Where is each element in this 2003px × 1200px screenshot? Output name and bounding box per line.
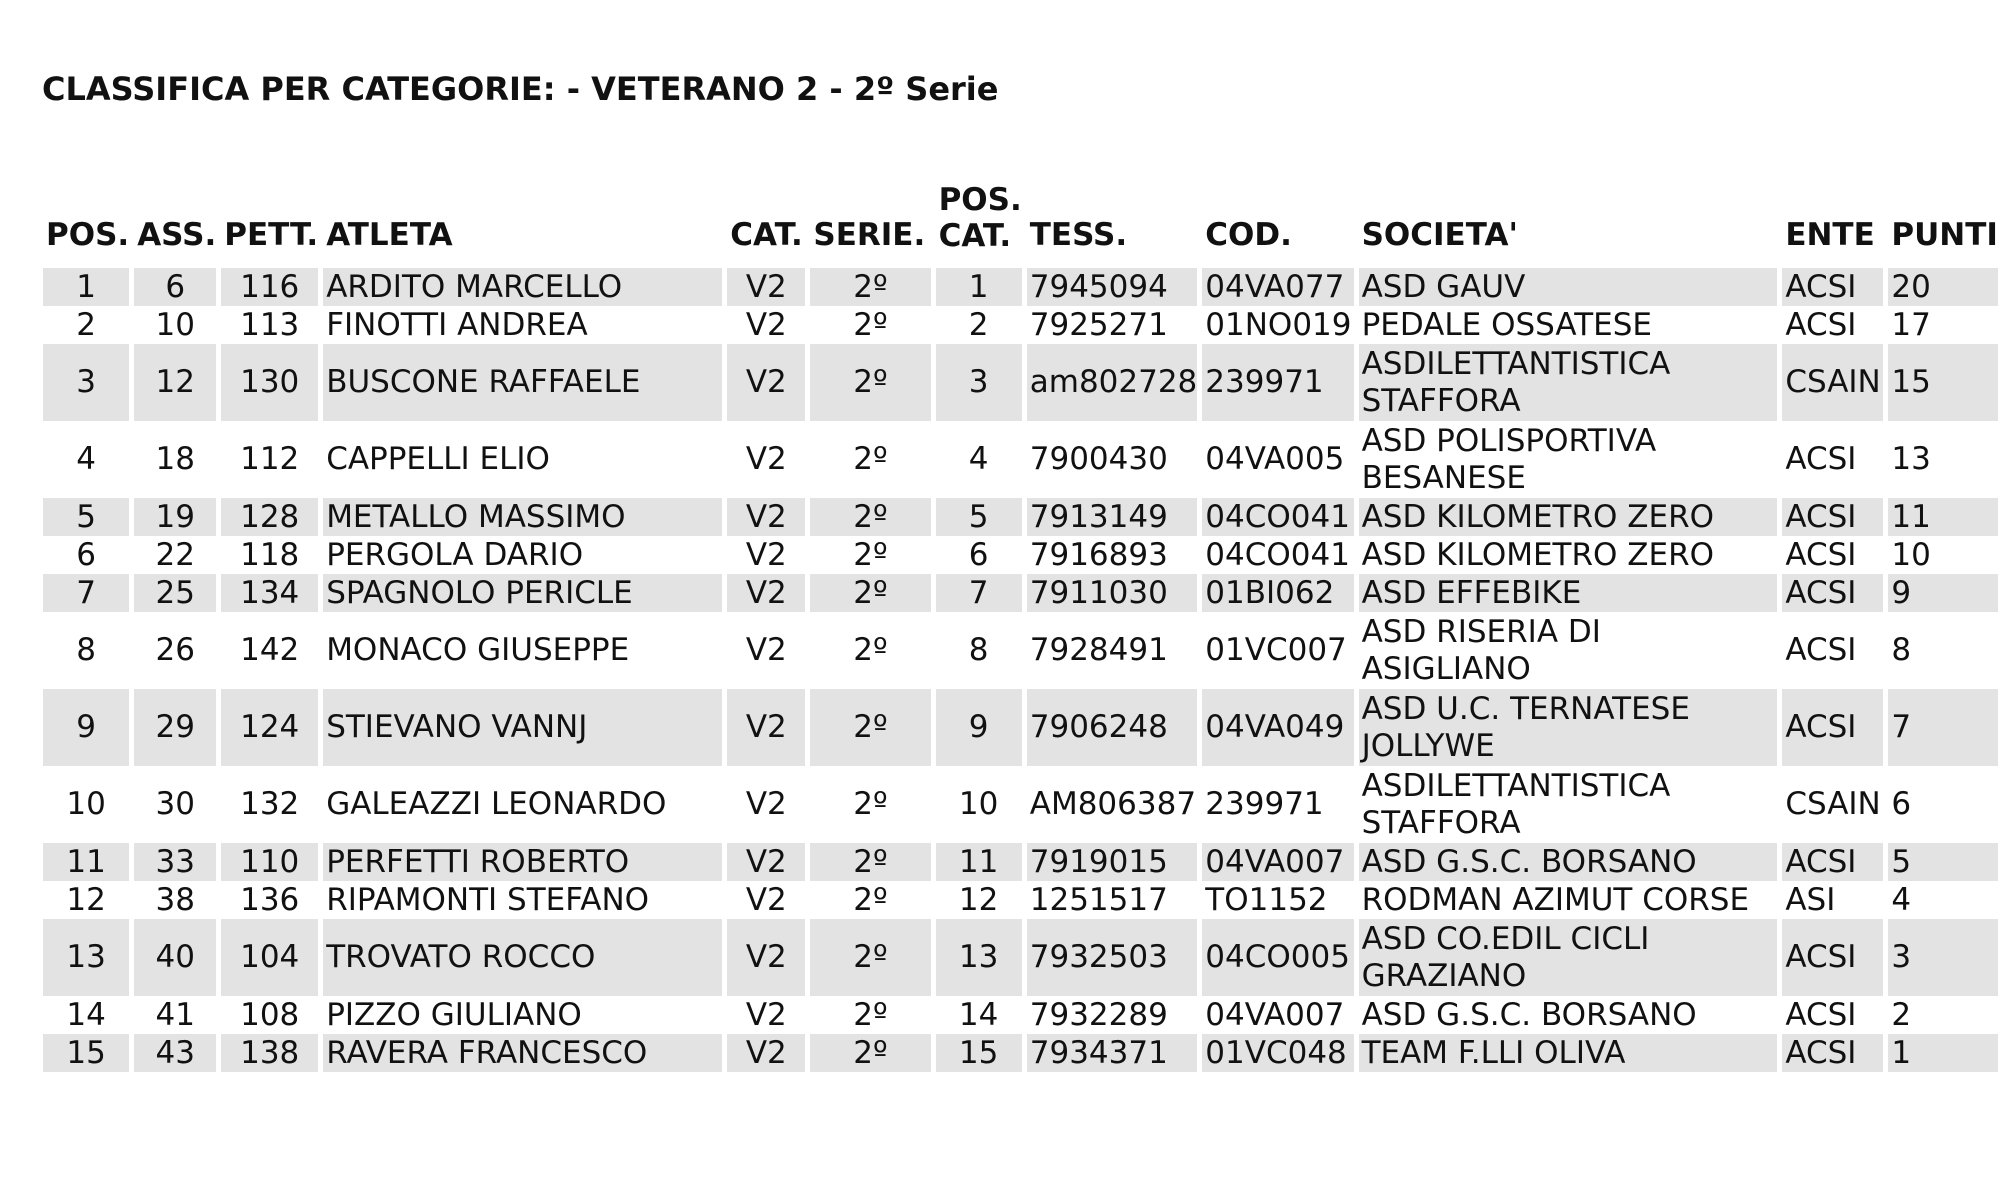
cell-serie: 2º [853,441,888,477]
cell-serie: 2º [810,689,930,766]
header-tess: TESS. [1029,217,1128,253]
cell-ente: CSAIN [1785,786,1881,822]
cell-societa: ASD EFFEBIKE [1359,574,1778,612]
cell-pos: 8 [76,632,96,668]
cell-cat: V2 [727,498,805,536]
cell-punti: 11 [1888,498,1998,536]
cell-punti: 13 [1891,441,1931,477]
cell-tess: 7932289 [1029,996,1168,1033]
cell-tess: 7906248 [1027,689,1198,766]
cell-serie: 2º [810,268,930,306]
cell-societa: ASD KILOMETRO ZERO [1359,498,1778,536]
cell-tess: 7945094 [1027,268,1198,306]
cell-serie: 2º [810,919,930,996]
header-ass: ASS. [137,217,217,253]
cell-societa: ASD G.S.C. BORSANO [1359,843,1778,881]
cell-pett: 108 [240,996,300,1033]
cell-atleta: GALEAZZI LEONARDO [326,786,667,822]
cell-ente: ACSI [1782,574,1883,612]
cell-ass: 26 [155,632,195,668]
cell-ass: 41 [155,996,195,1033]
cell-punti: 20 [1888,268,1998,306]
cell-pos-cat: 9 [936,689,1022,766]
cell-cod: 239971 [1205,786,1324,822]
cell-societa: RODMAN AZIMUT CORSE [1361,881,1750,918]
header-row [43,182,1998,260]
cell-atleta: STIEVANO VANNJ [323,689,722,766]
cell-societa: ASDILETTANTISTICA STAFFORA [1361,767,1671,841]
cell-pett: 132 [240,786,300,822]
cell-tess: 7934371 [1027,1034,1198,1072]
cell-ass: 12 [134,344,216,421]
cell-societa: ASD G.S.C. BORSANO [1361,996,1697,1033]
cell-societa: ASD U.C. TERNATESE JOLLYWE [1359,689,1778,766]
cell-serie: 2º [810,1034,930,1072]
header-pett: PETT. [224,217,319,253]
cell-serie: 2º [853,632,888,668]
cell-pett: 138 [221,1034,318,1072]
cell-societa: TEAM F.LLI OLIVA [1359,1034,1778,1072]
table-row [43,498,1998,536]
cell-cat: V2 [727,689,805,766]
table-row [43,1034,1998,1072]
cell-cod: 04CO041 [1205,536,1350,573]
cell-cod: 04VA007 [1202,843,1353,881]
cell-serie: 2º [810,574,930,612]
cell-pett: 130 [221,344,318,421]
cell-pos-cat: 4 [968,441,989,477]
cell-tess: AM806387 [1029,786,1197,822]
cell-ente: ACSI [1782,498,1883,536]
cell-punti: 10 [1891,536,1931,573]
cell-pett: 134 [221,574,318,612]
cell-pett: 116 [221,268,318,306]
cell-ente: ACSI [1785,306,1857,343]
cell-punti: 8 [1891,632,1912,668]
cell-cod: 01BI062 [1202,574,1353,612]
cell-cod: 04VA049 [1202,689,1353,766]
cell-atleta: PIZZO GIULIANO [326,996,582,1033]
header-pos: POS. [46,217,130,253]
cell-pett: 113 [240,306,300,343]
cell-ass: 19 [134,498,216,536]
cell-tess: 7916893 [1029,536,1168,573]
cell-societa: ASD RISERIA DI ASIGLIANO [1361,613,1601,687]
cell-punti: 2 [1891,996,1912,1033]
cell-societa: ASD CO.EDIL CICLI GRAZIANO [1359,919,1778,996]
cell-pos-cat: 14 [958,996,999,1033]
cell-ass: 38 [155,881,195,918]
cell-atleta: RIPAMONTI STEFANO [326,881,650,918]
cell-pett: 136 [240,881,300,918]
cell-tess: 7911030 [1027,574,1198,612]
cell-serie: 2º [853,536,888,573]
cell-pos-cat: 10 [958,786,999,822]
cell-cat: V2 [745,881,787,918]
cell-ente: ACSI [1785,441,1857,477]
cell-ass: 30 [155,786,195,822]
cell-ente: ACSI [1785,996,1857,1033]
cell-pos-cat: 8 [968,632,989,668]
standings-table [38,182,2003,1072]
cell-atleta: SPAGNOLO PERICLE [323,574,722,612]
cell-pos-cat: 6 [968,536,989,573]
cell-societa: PEDALE OSSATESE [1361,306,1653,343]
cell-cat: V2 [727,843,805,881]
header-cat: CAT. [730,217,803,253]
cell-cat: V2 [745,306,787,343]
cell-ente: ACSI [1785,536,1857,573]
cell-tess: 7913149 [1027,498,1198,536]
cell-ass: 18 [155,441,195,477]
table-row [43,612,1998,689]
cell-cat: V2 [727,1034,805,1072]
header-punti: PUNTI [1891,217,1998,253]
cell-serie: 2º [810,843,930,881]
cell-atleta: ARDITO MARCELLO [323,268,722,306]
cell-punti: 5 [1888,843,1998,881]
cell-ente: ACSI [1782,1034,1883,1072]
header-societa: SOCIETA' [1361,217,1518,253]
table-row [43,919,1998,996]
table-row [43,766,1998,843]
cell-pett: 110 [221,843,318,881]
header-serie: SERIE. [813,217,926,253]
cell-cod: 04VA007 [1205,996,1345,1033]
cell-atleta: METALLO MASSIMO [323,498,722,536]
cell-pos: 12 [66,881,106,918]
cell-cat: V2 [745,441,787,477]
header-atleta: ATLETA [326,217,453,253]
cell-tess: 1251517 [1029,881,1168,918]
cell-atleta: PERGOLA DARIO [326,536,584,573]
cell-cat: V2 [745,786,787,822]
cell-ente: ASI [1785,881,1836,918]
cell-ente: ACSI [1782,919,1883,996]
cell-pos-cat: 15 [936,1034,1022,1072]
cell-cat: V2 [727,268,805,306]
cell-serie: 2º [810,344,930,421]
cell-pett: 104 [221,919,318,996]
cell-pos-cat: 2 [968,306,989,343]
cell-cat: V2 [727,344,805,421]
cell-punti: 15 [1888,344,1998,421]
cell-cod: 239971 [1202,344,1353,421]
cell-tess: 7900430 [1029,441,1168,477]
cell-societa: ASD KILOMETRO ZERO [1361,536,1715,573]
cell-cat: V2 [727,574,805,612]
cell-ass: 43 [134,1034,216,1072]
cell-ass: 22 [155,536,195,573]
cell-pos: 11 [43,843,129,881]
header-pos-cat: POS. CAT. [938,182,1022,254]
cell-pos: 2 [76,306,96,343]
header-ente: ENTE [1785,217,1875,253]
table-row [43,689,1998,766]
header-cod: COD. [1205,217,1292,253]
cell-pett: 142 [240,632,300,668]
cell-ente: ACSI [1782,689,1883,766]
cell-serie: 2º [853,306,888,343]
cell-pos-cat: 12 [958,881,999,918]
cell-cod: 01VC007 [1205,632,1347,668]
cell-cat: V2 [727,919,805,996]
cell-pos-cat: 1 [936,268,1022,306]
cell-pos: 9 [43,689,129,766]
cell-pos: 15 [43,1034,129,1072]
table-row [43,306,1998,344]
cell-punti: 17 [1891,306,1931,343]
cell-pos-cat: 3 [936,344,1022,421]
page-title: CLASSIFICA PER CATEGORIE: - VETERANO 2 - 2º Serie [42,70,999,108]
cell-pos-cat: 13 [936,919,1022,996]
cell-cat: V2 [745,536,787,573]
cell-pett: 124 [221,689,318,766]
cell-pett: 118 [240,536,300,573]
cell-societa: ASD GAUV [1359,268,1778,306]
cell-punti: 6 [1891,786,1912,822]
cell-pos: 4 [76,441,96,477]
table-row [43,996,1998,1034]
cell-pos: 3 [43,344,129,421]
cell-cod: 04CO005 [1202,919,1353,996]
cell-pett: 112 [240,441,300,477]
cell-tess: 7928491 [1029,632,1168,668]
cell-punti: 9 [1888,574,1998,612]
cell-ente: CSAIN [1782,344,1883,421]
cell-atleta: TROVATO ROCCO [323,919,722,996]
cell-punti: 7 [1888,689,1998,766]
cell-punti: 4 [1891,881,1912,918]
cell-pos: 7 [43,574,129,612]
cell-cod: 04VA077 [1202,268,1353,306]
table-row [43,344,1998,421]
cell-atleta: CAPPELLI ELIO [326,441,550,477]
cell-cod: TO1152 [1205,881,1328,918]
cell-ass: 25 [134,574,216,612]
table-row [43,881,1998,919]
cell-atleta: MONACO GIUSEPPE [326,632,630,668]
cell-tess: 7932503 [1027,919,1198,996]
cell-pett: 128 [221,498,318,536]
table-row [43,268,1998,306]
cell-atleta: BUSCONE RAFFAELE [323,344,722,421]
cell-serie: 2º [853,786,888,822]
table-row [43,843,1998,881]
cell-pos: 10 [66,786,106,822]
cell-pos: 14 [66,996,106,1033]
cell-cod: 04CO041 [1202,498,1353,536]
cell-tess: am802728 [1027,344,1198,421]
cell-pos: 5 [43,498,129,536]
cell-tess: 7925271 [1029,306,1168,343]
table-row [43,421,1998,498]
cell-societa: ASD POLISPORTIVA BESANESE [1361,422,1657,496]
cell-punti: 3 [1888,919,1998,996]
cell-ente: ACSI [1782,268,1883,306]
cell-cat: V2 [745,996,787,1033]
cell-cat: V2 [745,632,787,668]
cell-ass: 6 [134,268,216,306]
cell-pos-cat: 5 [936,498,1022,536]
cell-serie: 2º [810,498,930,536]
cell-cod: 04VA005 [1205,441,1345,477]
cell-serie: 2º [853,881,888,918]
cell-pos-cat: 7 [936,574,1022,612]
cell-tess: 7919015 [1027,843,1198,881]
cell-ass: 40 [134,919,216,996]
cell-ente: ACSI [1785,632,1857,668]
cell-societa: ASDILETTANTISTICA STAFFORA [1359,344,1778,421]
cell-pos: 6 [76,536,96,573]
cell-pos-cat: 11 [936,843,1022,881]
cell-atleta: RAVERA FRANCESCO [323,1034,722,1072]
table-row [43,574,1998,612]
cell-ass: 33 [134,843,216,881]
cell-ass: 29 [134,689,216,766]
cell-atleta: PERFETTI ROBERTO [323,843,722,881]
cell-cod: 01NO019 [1205,306,1352,343]
cell-pos: 13 [43,919,129,996]
cell-ente: ACSI [1782,843,1883,881]
cell-pos: 1 [43,268,129,306]
cell-cod: 01VC048 [1202,1034,1353,1072]
table-row [43,536,1998,574]
cell-atleta: FINOTTI ANDREA [326,306,588,343]
cell-ass: 10 [155,306,195,343]
cell-punti: 1 [1888,1034,1998,1072]
cell-serie: 2º [853,996,888,1033]
